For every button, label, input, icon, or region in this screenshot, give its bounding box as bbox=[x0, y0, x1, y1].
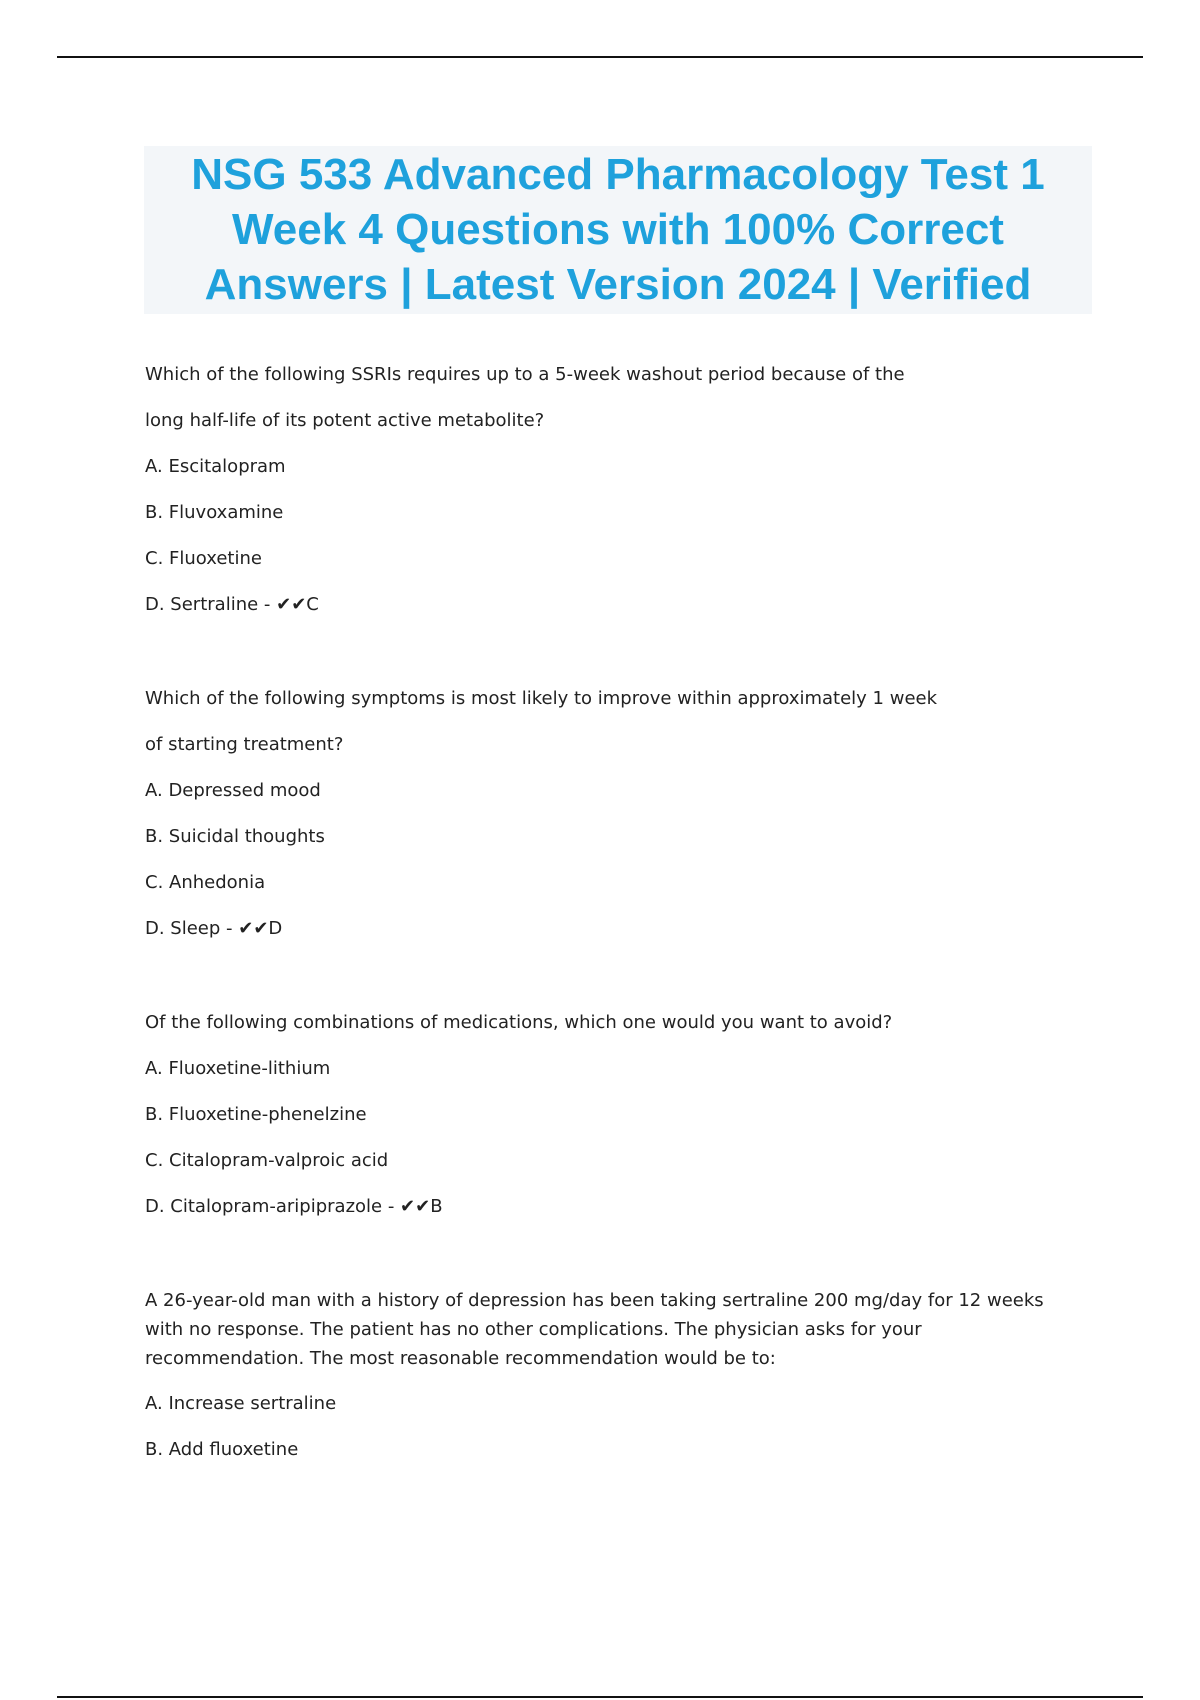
answer-option-a: A. Increase sertraline bbox=[145, 1393, 337, 1414]
answer-option-b: B. Fluoxetine-phenelzine bbox=[145, 1104, 367, 1125]
answer-option-c: C. Citalopram-valproic acid bbox=[145, 1150, 389, 1171]
footer-rule bbox=[57, 1696, 1143, 1698]
question-stem-line: Of the following combinations of medications, which one would you want to avoid? bbox=[145, 1012, 893, 1033]
question-list bbox=[145, 352, 1085, 1521]
question-4 bbox=[145, 1278, 1085, 1473]
header-rule bbox=[57, 56, 1143, 58]
answer-option-d-with-key: D. Citalopram-aripiprazole - ✔✔B bbox=[145, 1196, 443, 1217]
question-stem-line: Which of the following symptoms is most likely to improve within approximately 1 week bbox=[145, 688, 938, 709]
question-1 bbox=[145, 352, 1085, 628]
answer-option-c: C. Fluoxetine bbox=[145, 548, 262, 569]
question-stem-line: Which of the following SSRIs requires up to a 5-week washout period because of the bbox=[145, 364, 905, 385]
answer-option-a: A. Fluoxetine-lithium bbox=[145, 1058, 331, 1079]
title-line-3: Answers | Latest Version 2024 | Verified bbox=[204, 260, 1032, 309]
answer-option-b: B. Add fluoxetine bbox=[145, 1439, 299, 1460]
answer-option-d-with-key: D. Sertraline - ✔✔C bbox=[145, 594, 319, 615]
question-stem-line: long half-life of its potent active metabolite? bbox=[145, 410, 545, 431]
question-2 bbox=[145, 676, 1085, 952]
answer-option-b: B. Fluvoxamine bbox=[145, 502, 284, 523]
question-stem-line: of starting treatment? bbox=[145, 734, 344, 755]
answer-option-a: A. Depressed mood bbox=[145, 780, 321, 801]
document-title bbox=[144, 146, 1092, 314]
answer-option-b: B. Suicidal thoughts bbox=[145, 826, 325, 847]
answer-option-a: A. Escitalopram bbox=[145, 456, 286, 477]
title-line-1: NSG 533 Advanced Pharmacology Test 1 bbox=[191, 150, 1045, 199]
title-line-2: Week 4 Questions with 100% Correct bbox=[232, 205, 1004, 254]
question-stem-paragraph: A 26-year-old man with a history of depression has been taking sertraline 200 mg/day for 12 weeks with no response. The patient has no other complications. The physician asks for your recommendation. The most reasonable recommendation would be to: bbox=[145, 1290, 1044, 1369]
answer-option-d-with-key: D. Sleep - ✔✔D bbox=[145, 918, 283, 939]
question-3 bbox=[145, 1000, 1085, 1230]
answer-option-c: C. Anhedonia bbox=[145, 872, 266, 893]
